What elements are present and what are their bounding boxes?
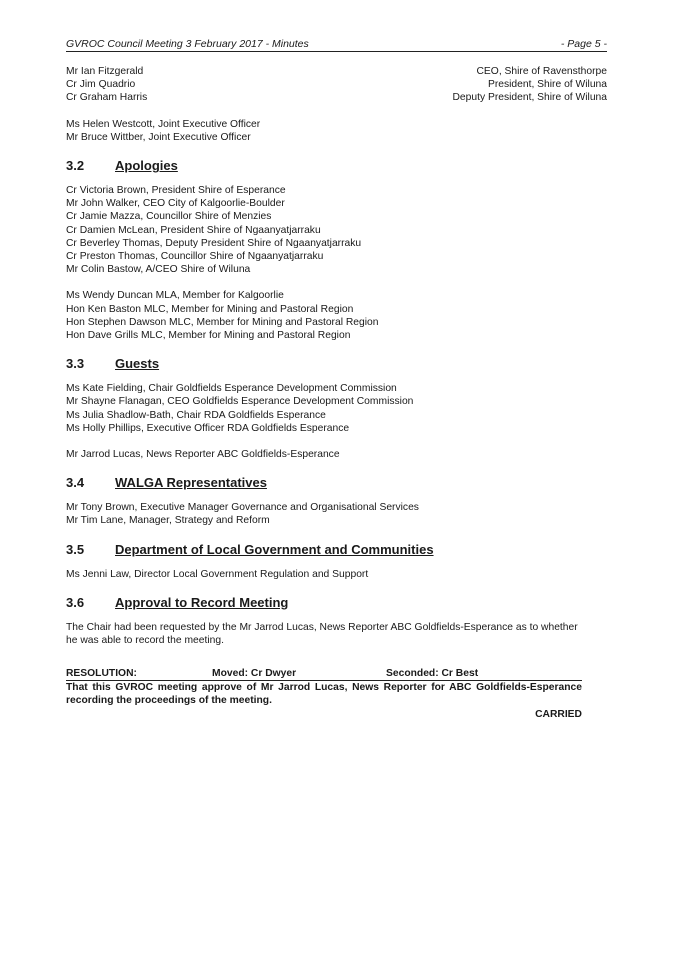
list-item: Mr Bruce Wittber, Joint Executive Officer	[66, 131, 251, 143]
header-title: GVROC Council Meeting 3 February 2017 - Minutes	[66, 38, 309, 50]
seconded-by: Seconded: Cr Best	[386, 668, 479, 680]
list-item: Ms Kate Fielding, Chair Goldfields Esperance Development Commission	[66, 383, 397, 395]
guests-media-list	[66, 448, 607, 461]
section-number: 3.4	[66, 475, 85, 491]
list-item: Hon Dave Grills MLC, Member for Mining and Pastoral Region	[66, 330, 351, 342]
walga-list	[66, 501, 607, 527]
list-item: Mr Colin Bastow, A/CEO Shire of Wiluna	[66, 264, 251, 276]
list-item: Ms Helen Westcott, Joint Executive Officer	[66, 118, 261, 130]
list-item: Cr Jamie Mazza, Councillor Shire of Menzies	[66, 211, 272, 223]
section-number: 3.3	[66, 356, 85, 372]
attendee-role: Deputy President, Shire of Wiluna	[452, 92, 607, 104]
moved-by: Moved: Cr Dwyer	[212, 668, 297, 680]
list-item: Ms Jenni Law, Director Local Government Regulation and Support	[66, 568, 369, 580]
list-item: Ms Wendy Duncan MLA, Member for Kalgoorlie	[66, 290, 284, 302]
list-item: Hon Ken Baston MLC, Member for Mining and Pastoral Region	[66, 303, 354, 315]
list-item: Mr Tony Brown, Executive Manager Governance and Organisational Services	[66, 502, 419, 514]
section-number: 3.2	[66, 158, 85, 174]
attendee-role: CEO, Shire of Ravensthorpe	[476, 66, 607, 77]
section-title: WALGA Representatives	[115, 475, 267, 491]
list-item: Cr Beverley Thomas, Deputy President Shire of Ngaanyatjarraku	[66, 237, 362, 249]
resolution-status: CARRIED	[535, 708, 582, 720]
attendee-list	[66, 65, 607, 105]
attendee-row	[66, 65, 607, 78]
list-item: Mr Tim Lane, Manager, Strategy and Reform	[66, 515, 270, 527]
section-heading-approval	[66, 595, 607, 610]
list-item: Mr John Walker, CEO City of Kalgoorlie-Boulder	[66, 198, 285, 210]
attendee-row	[66, 78, 607, 91]
apologies-list	[66, 184, 607, 276]
list-item: Mr Jarrod Lucas, News Reporter ABC Goldfields-Esperance	[66, 449, 340, 461]
list-item: Ms Julia Shadlow-Bath, Chair RDA Goldfields Esperance	[66, 409, 326, 421]
attendee-name: Mr Ian Fitzgerald	[66, 66, 144, 77]
dlgc-list	[66, 568, 607, 581]
attendee-row	[66, 91, 607, 104]
attendee-name: Cr Graham Harris	[66, 92, 148, 104]
list-item: Cr Preston Thomas, Councillor Shire of Ngaanyatjarraku	[66, 251, 324, 263]
list-item: Ms Holly Phillips, Executive Officer RDA Goldfields Esperance	[66, 422, 350, 434]
resolution-label: RESOLUTION:	[66, 668, 137, 680]
attendee-name: Cr Jim Quadrio	[66, 79, 136, 91]
apologies-members-list	[66, 289, 607, 342]
section-title: Department of Local Government and Communities	[115, 541, 434, 557]
section-title: Approval to Record Meeting	[115, 594, 289, 610]
page-header	[66, 36, 607, 52]
section-heading-dlgc	[66, 542, 607, 557]
section-title: Apologies	[115, 158, 178, 174]
page-number: - Page 5 -	[560, 38, 607, 50]
resolution-text: That this GVROC meeting approve of Mr Jarrod Lucas, News Reporter for ABC Goldfields-Esperance recording the proceedings of the meeting.	[66, 682, 582, 707]
officer-list	[66, 118, 607, 144]
section-heading-walga	[66, 475, 607, 490]
list-item: Hon Stephen Dawson MLC, Member for Mining and Pastoral Region	[66, 316, 379, 328]
list-item: Cr Damien McLean, President Shire of Ngaanyatjarraku	[66, 224, 321, 236]
document-page	[66, 36, 607, 720]
section-number: 3.6	[66, 594, 85, 610]
list-item: Cr Victoria Brown, President Shire of Esperance	[66, 185, 286, 197]
approval-paragraph: The Chair had been requested by the Mr Jarrod Lucas, News Reporter ABC Goldfields-Esperance as to whether he was able to record the meeting.	[66, 621, 578, 647]
resolution-header	[66, 668, 582, 681]
section-title: Guests	[115, 356, 160, 372]
list-item: Mr Shayne Flanagan, CEO Goldfields Esperance Development Commission	[66, 396, 414, 408]
section-heading-apologies	[66, 158, 607, 173]
section-number: 3.5	[66, 541, 85, 557]
section-heading-guests	[66, 356, 607, 371]
attendee-role: President, Shire of Wiluna	[487, 79, 607, 91]
guests-list	[66, 382, 607, 435]
